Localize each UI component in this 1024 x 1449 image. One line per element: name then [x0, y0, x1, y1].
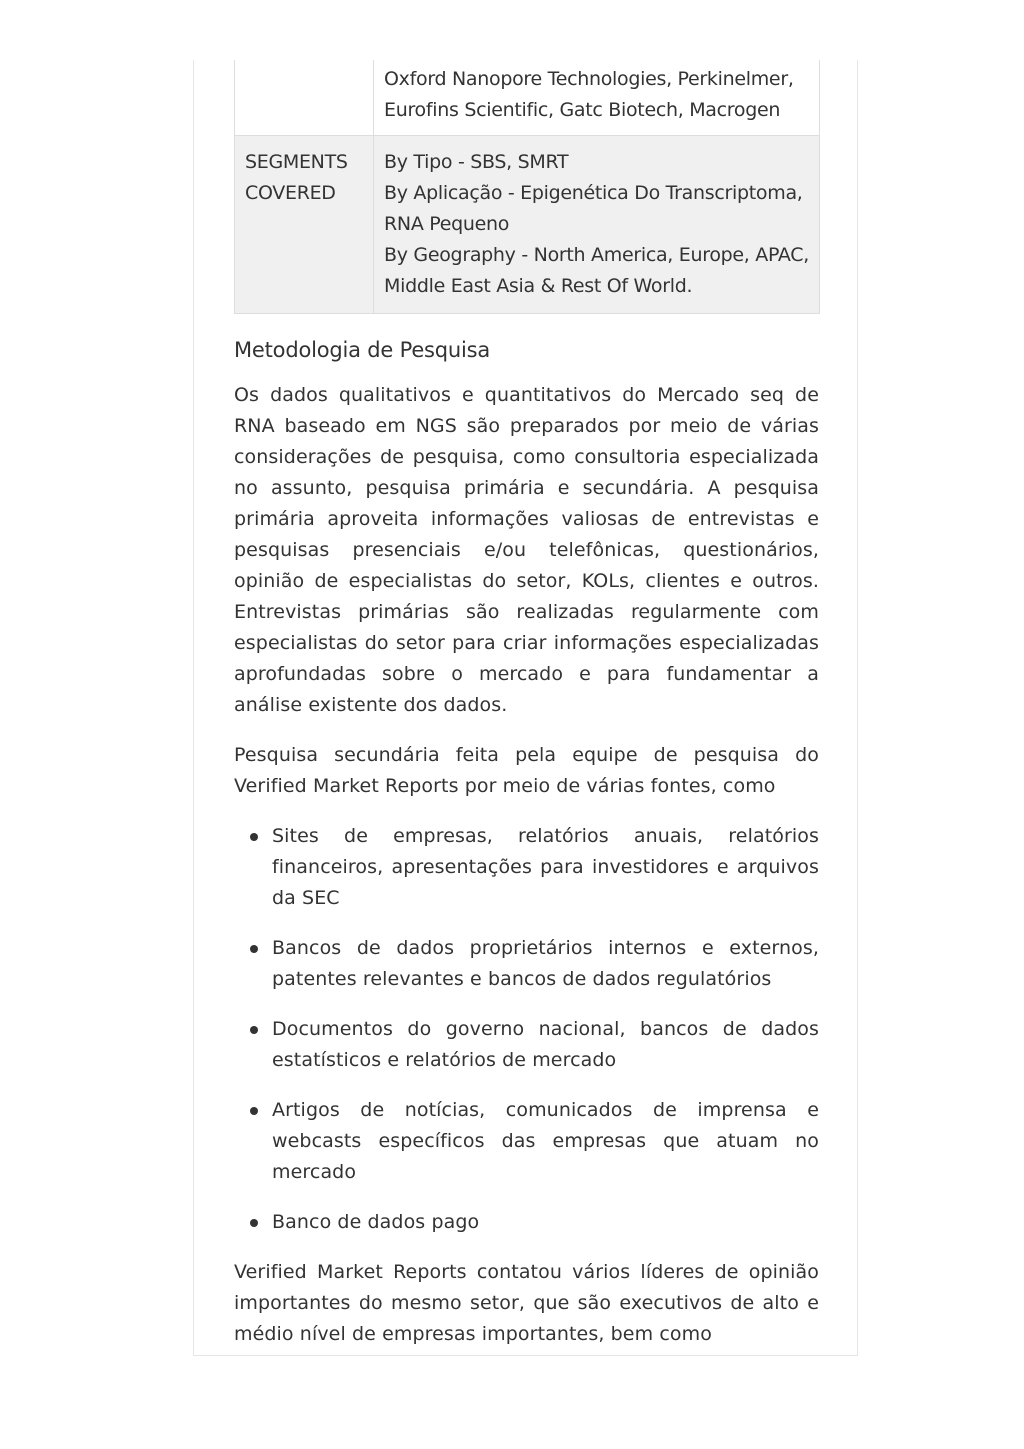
bullet-icon	[250, 945, 258, 953]
table-key-cell	[235, 60, 374, 136]
table-value-line: RNA Pequeno	[384, 213, 510, 235]
table-key-line: SEGMENTS	[245, 151, 348, 173]
table-row-key-players	[235, 60, 820, 136]
table-value-line: By Tipo - SBS, SMRT	[384, 151, 569, 173]
page-card	[193, 60, 858, 1356]
table-value-line: By Aplicação - Epigenética Do Transcriptoma,	[384, 182, 803, 204]
table-value-line: Oxford Nanopore Technologies, Perkinelmer,	[384, 68, 794, 90]
list-item	[272, 1095, 819, 1188]
table-row-segments-covered	[235, 136, 820, 314]
secondary-research-paragraph: Pesquisa secundária feita pela equipe de pesquisa do Verified Market Reports por meio de várias fontes, como	[234, 744, 819, 797]
list-item	[272, 1014, 819, 1076]
table-value-line: By Geography - North America, Europe, APAC,	[384, 244, 809, 266]
table-value-cell	[374, 60, 820, 136]
table-value-cell	[374, 136, 820, 314]
source-list	[234, 821, 819, 1238]
bullet-icon	[250, 833, 258, 841]
bullet-icon	[250, 1026, 258, 1034]
table-value-line: Eurofins Scientific, Gatc Biotech, Macrogen	[384, 99, 781, 121]
list-item	[272, 821, 819, 914]
list-item	[272, 933, 819, 995]
list-item	[272, 1207, 819, 1238]
bullet-icon	[250, 1107, 258, 1115]
report-info-table	[234, 60, 820, 314]
list-item-text: Sites de empresas, relatórios anuais, relatórios financeiros, apresentações para investidores e arquivos da SEC	[272, 825, 819, 909]
section-title: Metodologia de Pesquisa	[234, 338, 491, 362]
list-item-text: Banco de dados pago	[272, 1211, 480, 1233]
list-item-text: Documentos do governo nacional, bancos de dados estatísticos e relatórios de mercado	[272, 1018, 819, 1071]
table-key-line: COVERED	[245, 182, 336, 204]
closing-paragraph: Verified Market Reports contatou vários líderes de opinião importantes do mesmo setor, que são executivos de alto e médio nível de empresas importantes, bem como	[234, 1261, 819, 1345]
list-item-text: Bancos de dados proprietários internos e externos, patentes relevantes e bancos de dados regulatórios	[272, 937, 819, 990]
table-key-cell	[235, 136, 374, 314]
bullet-icon	[250, 1219, 258, 1227]
table-value-line: Middle East Asia & Rest Of World.	[384, 275, 693, 297]
methodology-paragraph: Os dados qualitativos e quantitativos do Mercado seq de RNA baseado em NGS são preparados por meio de várias considerações de pesquisa, como consultoria especializada no assunto, pesquisa primária e secundária. A pesquisa primária aproveita informações valiosas de entrevistas e pesquisas presenciais e/ou telefônicas, questionários, opinião de especialistas do setor, KOLs, clientes e outros. Entrevistas primárias são realizadas regularmente com especialistas do setor para criar informações especializadas aprofundadas sobre o mercado e para fundamentar a análise existente dos dados.	[234, 384, 819, 716]
list-item-text: Artigos de notícias, comunicados de imprensa e webcasts específicos das empresas que atuam no mercado	[272, 1099, 819, 1183]
page-content	[234, 60, 819, 1356]
